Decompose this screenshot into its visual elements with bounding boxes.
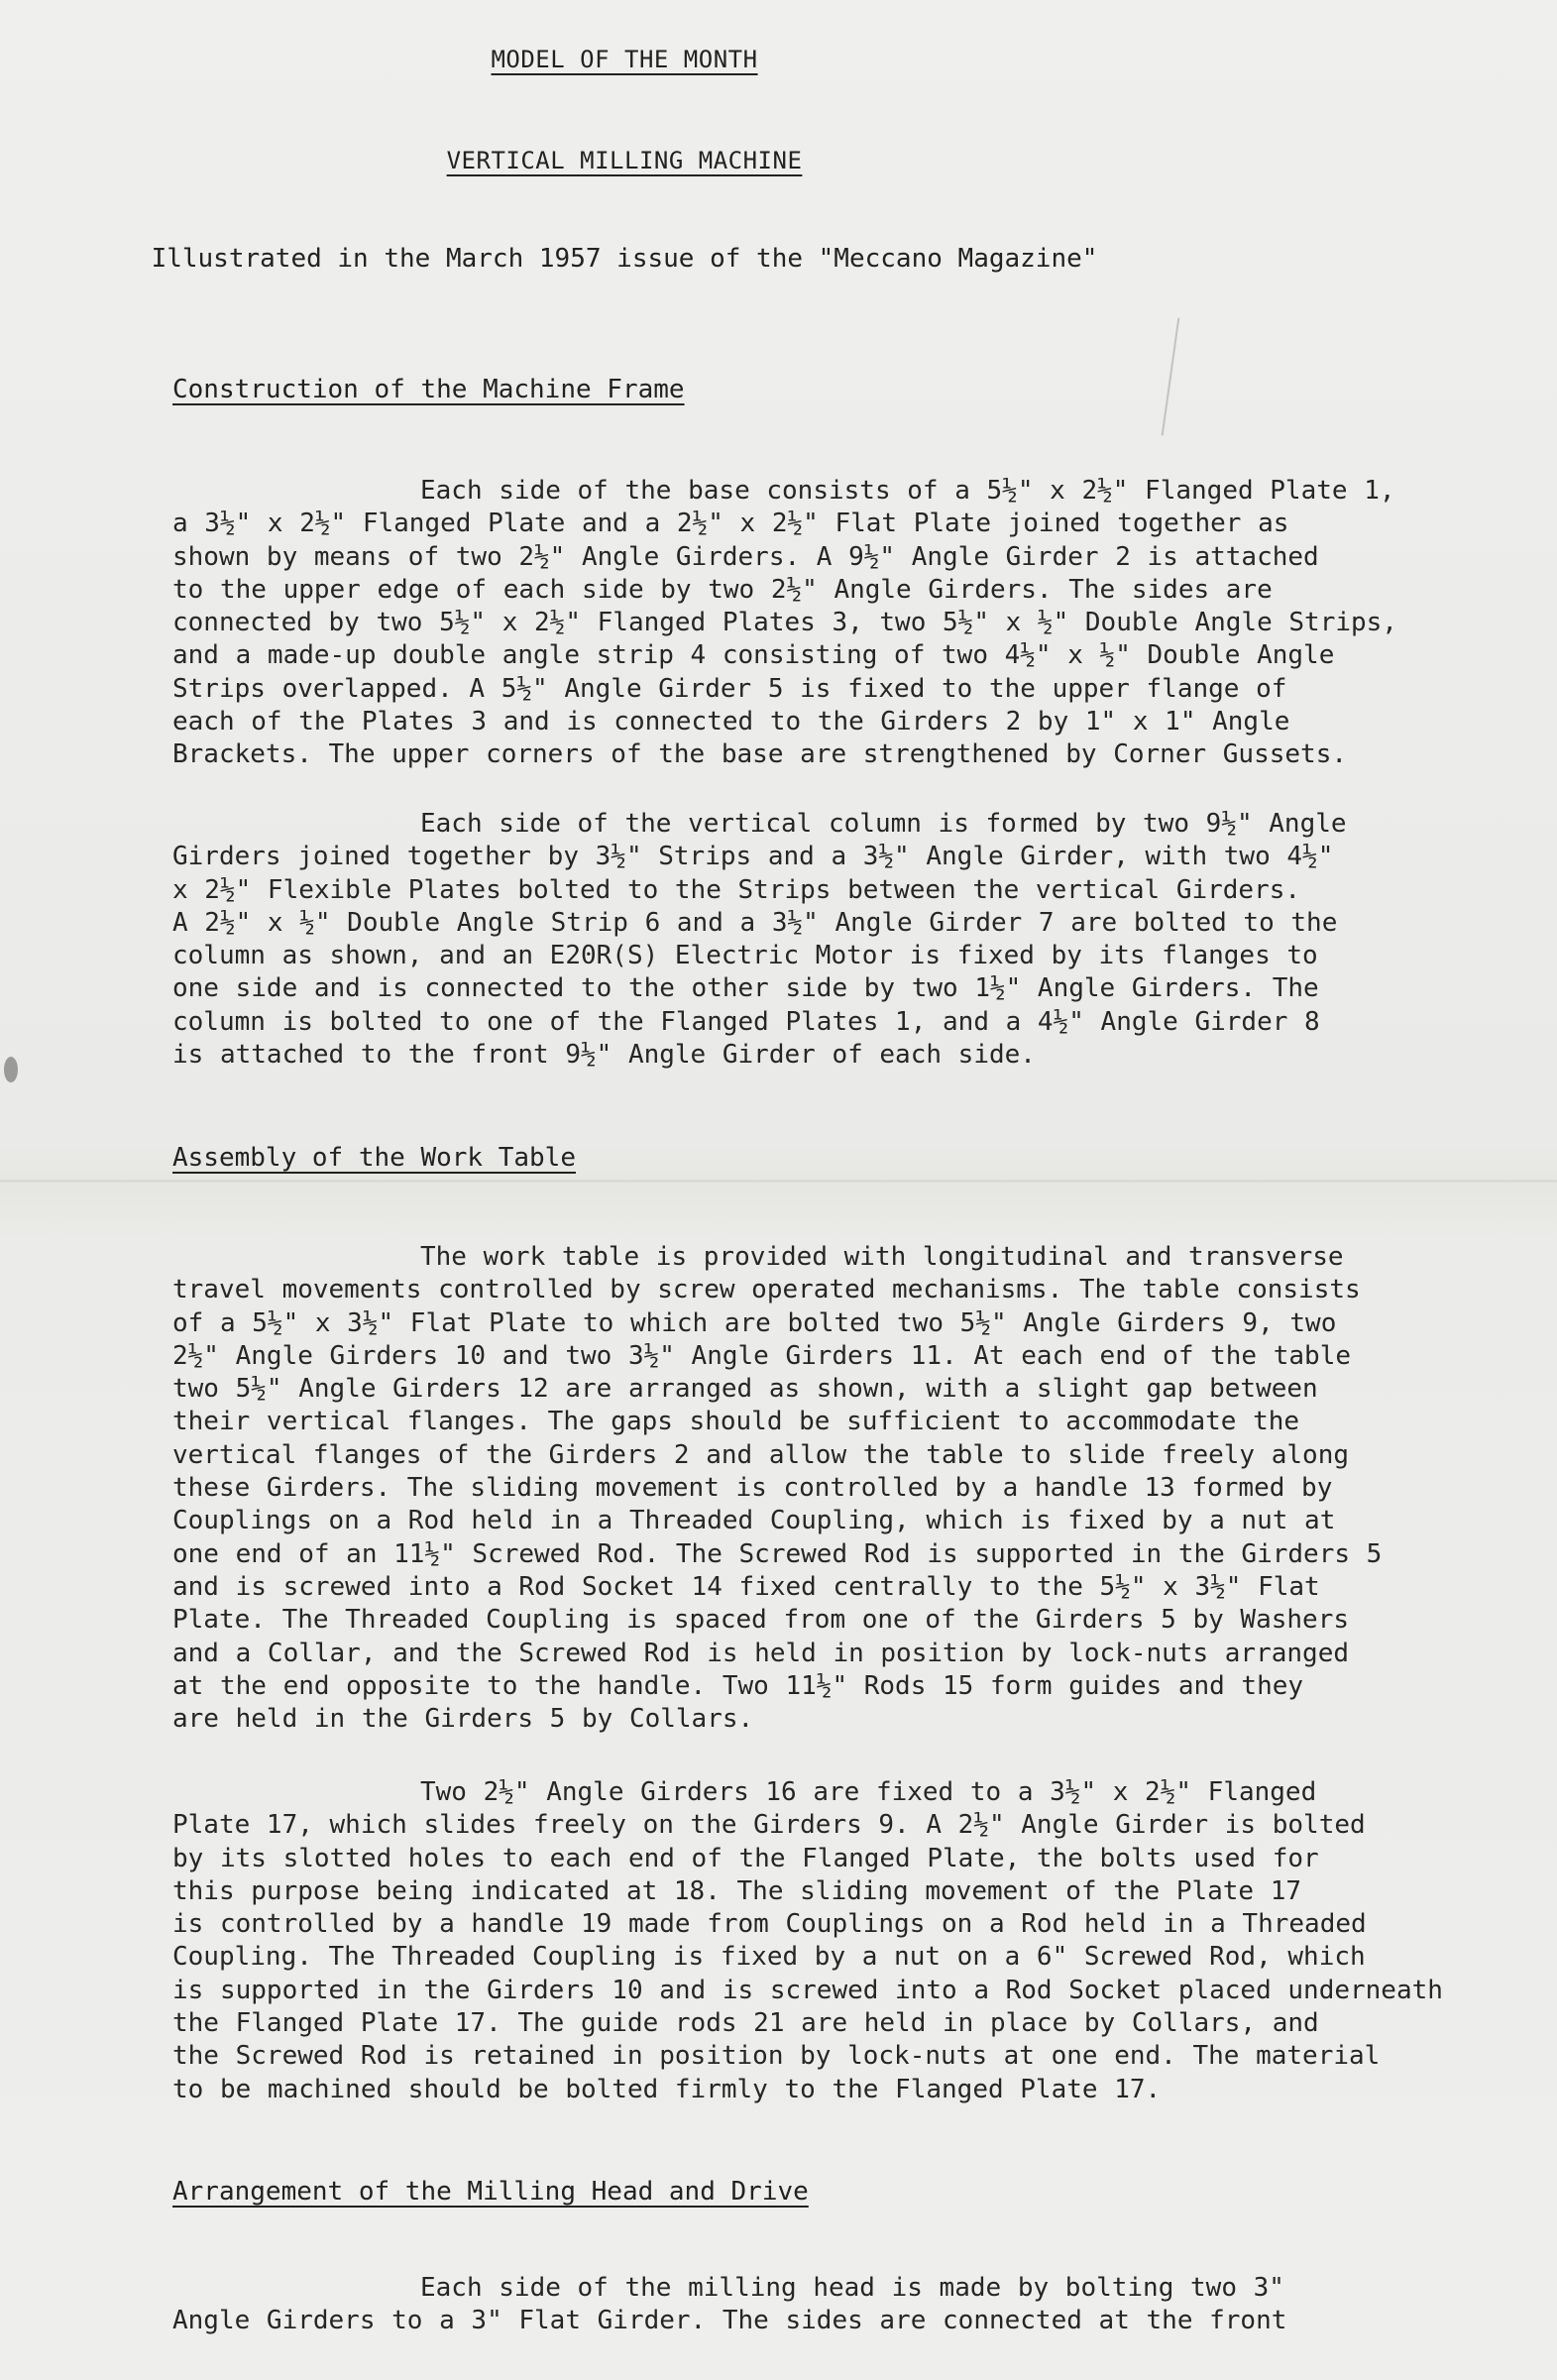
model-name: VERTICAL MILLING MACHINE xyxy=(446,147,803,174)
paragraph-frame-column xyxy=(172,808,1520,1072)
pencil-mark xyxy=(1162,317,1180,435)
section-heading-milling-head: Arrangement of the Milling Head and Drive xyxy=(172,2177,809,2207)
document-subtitle: Illustrated in the March 1957 issue of the "Meccano Magazine" xyxy=(151,244,1098,274)
paragraph-work-table-travel xyxy=(172,1241,1520,1736)
paragraph-text: Two 2½" Angle Girders 16 are fixed to a 3½" x 2½" Flanged Plate 17, which slides freely on the Girders 9. A 2½" Angle Girder is bolted by its slotted holes to each end of the Flanged Plate, the bolts used for this purpose being indicated at 18. The sliding movement of the Plate 17 is controlled by a handle 19 made from Couplings on a Rod held in a Threaded Coupling. The Threaded Coupling is fixed by a nut on a 6" Screwed Rod, which is supported in the Girders 10 and is screwed into a Rod Socket placed underneath the Flanged Plate 17. The guide rods 21 are held in place by Collars, and the Screwed Rod is retained in position by lock-nuts at one end. The material to be machined should be bolted firmly to the Flanged Plate 17. xyxy=(172,1777,1443,2104)
paragraph-text: Each side of the base consists of a 5½" x 2½" Flanged Plate 1, a 3½" x 2½" Flanged Plate and a 2½" x 2½" Flat Plate joined together as shown by means of two 2½" Angle Girders. A 9½" Angle Girder 2 is attached to the upper edge of each side by two 2½" Angle Girders. The sides are connected by two 5½" x 2½" Flanged Plates 3, two 5½" x ½" Double Angle Strips, and a made-up double angle strip 4 consisting of two 4½" x ½" Double Angle Strips overlapped. A 5½" Angle Girder 5 is fixed to the upper flange of each of the Plates 3 and is connected to the Girders 2 by 1" x 1" Angle Brackets. The upper corners of the base are strengthened by Corner Gussets. xyxy=(172,476,1397,770)
paragraph-frame-base xyxy=(172,475,1520,772)
paragraph-text: Each side of the milling head is made by bolting two 3" Angle Girders to a 3" Flat Girder. The sides are connected at the front xyxy=(172,2273,1287,2336)
paragraph-work-table-plate xyxy=(172,1776,1520,2106)
paragraph-text: The work table is provided with longitudinal and transverse travel movements controlled by screw operated mechanisms. The table consists of a 5½" x 3½" Flat Plate to which are bolted two 5½" Angle Girders 9, two 2½" Angle Girders 10 and two 3½" Angle Girders 11. At each end of the table two 5½" Angle Girders 12 are arranged as shown, with a slight gap between their vertical flanges. The gaps should be sufficient to accommodate the vertical flanges of the Girders 2 and allow the table to slide freely along these Girders. The sliding movement is controlled by a handle 13 formed by Couplings on a Rod held in a Threaded Coupling, which is fixed by a nut at one end of an 11½" Screwed Rod. The Screwed Rod is supported in the Girders 5 and is screwed into a Rod Socket 14 fixed centrally to the 5½" x 3½" Flat Plate. The Threaded Coupling is spaced from one of the Girders 5 by Washers and a Collar, and the Screwed Rod is held in position by lock-nuts arranged at the end opposite to the handle. Two 11½" Rods 15 form guides and they are held in the Girders 5 by Collars. xyxy=(172,1242,1383,1735)
paragraph-text: Each side of the vertical column is formed by two 9½" Angle Girders joined together by 3½" Strips and a 3½" Angle Girder, with two 4½" x 2½" Flexible Plates bolted to the Strips between the vertical Girders. A 2½" x ½" Double Angle Strip 6 and a 3½" Angle Girder 7 are bolted to the column as shown, and an E20R(S) Electric Motor is fixed by its flanges to one side and is connected to the other side by two 1½" Angle Girders. The column is bolted to one of the Flanged Plates 1, and a 4½" Angle Girder 8 is attached to the front 9½" Angle Girder of each side. xyxy=(172,809,1347,1071)
section-heading-frame: Construction of the Machine Frame xyxy=(172,375,685,404)
document-title: MODEL OF THE MONTH xyxy=(491,46,758,73)
punch-hole-mark xyxy=(4,1057,18,1082)
paragraph-milling-head xyxy=(172,2272,1520,2338)
paper-fold xyxy=(0,1180,1557,1183)
section-heading-work-table: Assembly of the Work Table xyxy=(172,1143,576,1173)
